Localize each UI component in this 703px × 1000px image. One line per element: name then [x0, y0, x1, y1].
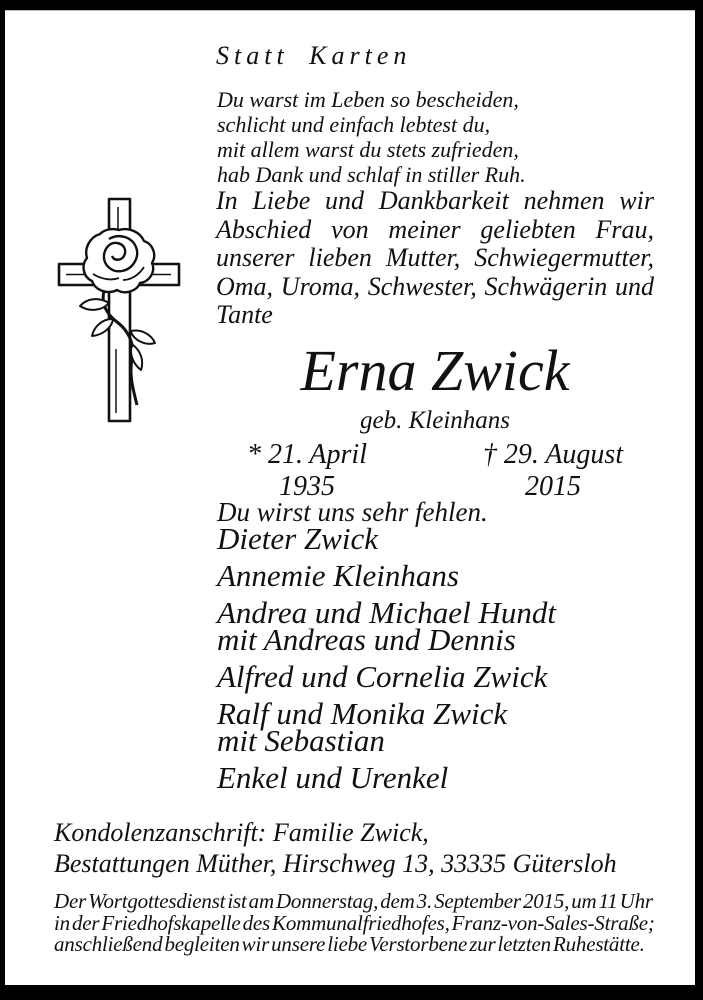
condolence-address: [54, 817, 617, 879]
dedication-paragraph: [216, 187, 654, 330]
cross-with-rose-icon: [47, 179, 197, 434]
mourner: Ralf und Monika Zwick: [217, 696, 508, 731]
death-date: † 29. August 2015: [482, 439, 624, 502]
deceased-name: Erna Zwick: [300, 338, 570, 403]
memorial-poem: [217, 87, 526, 187]
condolence-line: Bestattungen Müther, Hirschweg 13, 33335 Gütersloh: [54, 849, 617, 878]
service-notice: [54, 891, 660, 956]
service-line: Der Wortgottesdienst ist am Donnerstag, dem 3. September 2015, um 11 Uhr: [54, 889, 653, 913]
farewell-line: Du wirst uns sehr fehlen.: [217, 497, 488, 527]
condolence-line: Kondolenzanschrift: Familie Zwick,: [54, 818, 429, 847]
mourner: Enkel und Urenkel: [217, 760, 449, 795]
mourners-list: [217, 521, 556, 795]
mourner: Alfred und Cornelia Zwick: [217, 659, 548, 694]
mourner: Annemie Kleinhans: [217, 558, 459, 593]
dedication-line: In Liebe und Dankbarkeit nehmen wir: [216, 186, 654, 215]
maiden-name: geb. Kleinhans: [360, 407, 510, 434]
life-dates: [216, 439, 654, 503]
poem-line: Du warst im Leben so bescheiden,: [217, 87, 519, 112]
poem-line: schlicht und einfach lebtest du,: [217, 112, 491, 137]
mourner-continuation: mit Andreas und Dennis: [217, 622, 516, 657]
birth-date: * 21. April 1935: [246, 439, 367, 502]
mourner: Andrea und Michael Hundt: [217, 595, 556, 630]
dedication-line: unserer lieben Mutter, Schwiegermutter,: [216, 243, 654, 272]
dedication-line: Abschied von meiner geliebten Frau,: [216, 214, 654, 244]
service-line: in der Friedhofskapelle des Kommunalfriedhofes, Franz-von-Sales-Straße;: [54, 910, 655, 935]
poem-line: hab Dank und schlaf in stiller Ruh.: [217, 162, 526, 187]
deceased-block: [216, 338, 654, 503]
dedication-line: Oma, Uroma, Schwester, Schwägerin und: [216, 271, 654, 301]
mourner-continuation: mit Sebastian: [217, 723, 385, 758]
obituary-page: [5, 10, 695, 985]
header-statt-karten: Statt Karten: [216, 41, 412, 70]
poem-line: mit allem warst du stets zufrieden,: [217, 137, 519, 162]
dedication-line: Tante: [216, 300, 273, 329]
service-line: anschließend begleiten wir unsere liebe Verstorbene zur letzten Ruhestätte.: [54, 932, 645, 956]
mourner: Dieter Zwick: [217, 521, 378, 556]
